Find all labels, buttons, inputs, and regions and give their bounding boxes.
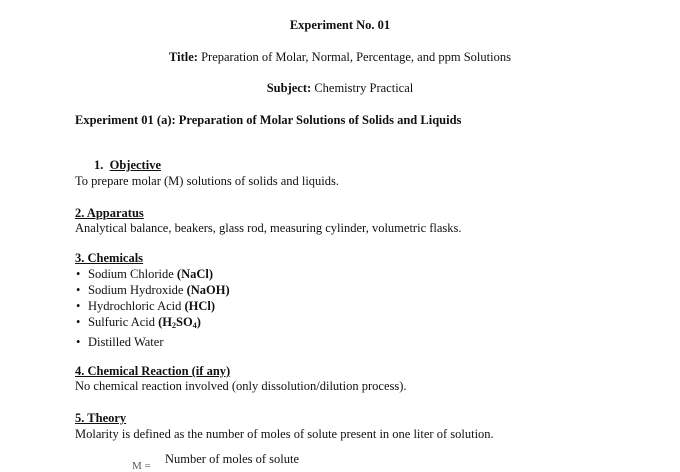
formula-numerator: Number of moles of solute [165,452,300,466]
reaction-heading: 4. Chemical Reaction (if any) [75,364,231,378]
theory-text: Molarity is defined as the number of moles of solute present in one liter of solution. [75,427,494,441]
list-item: • Sodium Chloride (NaCl) [76,266,230,282]
experiment-number: Experiment No. 01 [289,18,391,32]
apparatus-text: Analytical balance, beakers, glass rod, measuring cylinder, volumetric flasks. [75,221,462,235]
experiment-subject: Subject: Chemistry Practical [266,81,414,95]
theory-heading: 5. Theory [75,411,127,425]
reaction-text: No chemical reaction involved (only dissolution/dilution process). [75,379,407,393]
experiment-title: Title: Preparation of Molar, Normal, Percentage, and ppm Solutions [169,50,511,64]
formula-lhs: M = [132,460,151,472]
experiment-heading: Experiment 01 (a): Preparation of Molar Solutions of Solids and Liquids [75,113,462,127]
chemicals-heading: 3. Chemicals [75,251,144,265]
list-item: • Distilled Water [76,334,230,350]
list-item: • Hydrochloric Acid (HCl) [76,298,230,314]
objective-heading: 1. Objective [94,158,161,172]
objective-text: To prepare molar (M) solutions of solids and liquids. [75,174,340,188]
apparatus-heading: 2. Apparatus [75,206,144,220]
list-item: • Sulfuric Acid $(H_2SO_4)$ [76,314,230,334]
chemicals-list [76,266,230,350]
list-item: • Sodium Hydroxide (NaOH) [76,282,230,298]
